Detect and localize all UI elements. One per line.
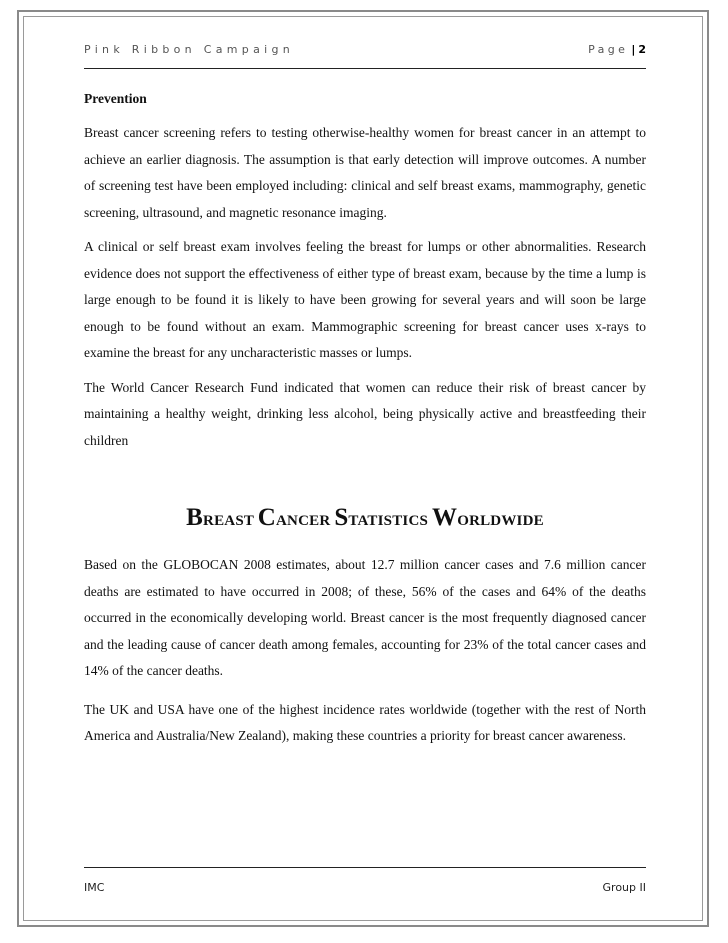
prevention-paragraph-3: The World Cancer Research Fund indicated that women can reduce their risk of breast cancer by maintaining a healthy weight, drinking less alcohol, being physically active and breastfeeding their children bbox=[84, 379, 646, 448]
statistics-paragraph-2: The UK and USA have one of the highest incidence rates worldwide (together with the rest of North America and Australia/New Zealand), making these countries a priority for breast cancer awareness. bbox=[84, 701, 646, 743]
header-title: Pink Ribbon Campaign bbox=[84, 43, 295, 56]
page-number: 2 bbox=[638, 43, 646, 56]
header-page-number bbox=[588, 43, 646, 56]
page-label: Page bbox=[588, 43, 629, 56]
page-header bbox=[84, 38, 646, 69]
page-footer bbox=[84, 867, 646, 898]
footer-right-text: Group II bbox=[602, 881, 646, 894]
prevention-heading: Prevention bbox=[84, 91, 147, 106]
prevention-paragraph-1: Breast cancer screening refers to testing otherwise-healthy women for breast cancer in an attempt to achieve an earlier diagnosis. The assumption is that early detection will improve outcomes. A number of screening test have been employed including: clinical and self breast exams, mammography, genetic screening, ultrasound, and magnetic resonance imaging. bbox=[84, 125, 646, 220]
statistics-heading: BREAST CANCER STATISTICS WORLDWIDE bbox=[186, 504, 544, 531]
prevention-paragraph-2: A clinical or self breast exam involves feeling the breast for lumps or other abnormalities. Research evidence does not support the effectiveness of either type of breast exam, because by the time a lump is large enough to be found it is likely to have been growing for several years and will soon be large enough to be found without an exam. Mammographic screening for breast cancer uses x-rays to examine the breast for any uncharacteristic masses or lumps. bbox=[84, 239, 646, 360]
statistics-paragraph-1: Based on the GLOBOCAN 2008 estimates, about 12.7 million cancer cases and 7.6 million cancer deaths are estimated to have occurred in 2008; of these, 56% of the cases and 64% of the deaths occurred in the economically developing world. Breast cancer is the most frequently diagnosed cancer and the leading cause of cancer death among females, accounting for 23% of the total cancer cases and 14% of the cancer deaths. bbox=[84, 557, 646, 678]
page-content bbox=[84, 84, 646, 750]
footer-left-text: IMC bbox=[84, 881, 105, 894]
page-separator: | bbox=[631, 43, 636, 56]
